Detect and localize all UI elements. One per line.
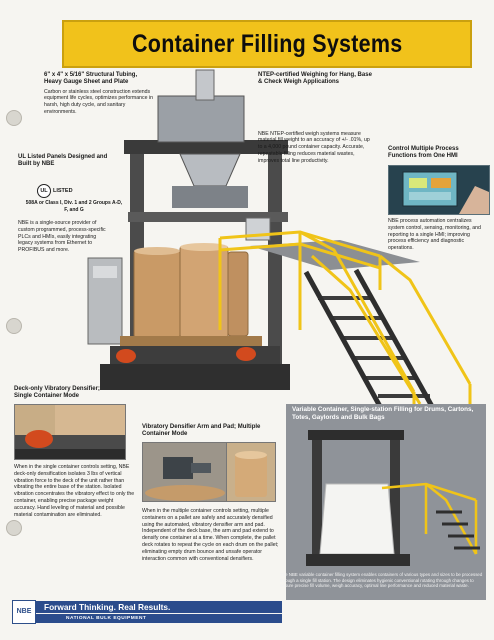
arm-pad-feature xyxy=(142,424,274,439)
deck-photo xyxy=(14,404,126,460)
ul-feature xyxy=(18,154,118,169)
drum xyxy=(134,250,180,338)
tubing-heading: 6" x 4" x 5/16" Structural Tubing, Heavy Gauge Sheet and Plate xyxy=(44,72,138,86)
arm-pad-body-block xyxy=(142,506,282,562)
deck-body-block xyxy=(14,462,136,518)
vibratory-motor xyxy=(236,347,256,361)
drum-lid xyxy=(134,247,180,255)
stair-treads xyxy=(318,298,430,396)
bulk-bag-station-illustration xyxy=(286,404,486,600)
hand-icon xyxy=(459,186,489,214)
bulk-bag-icon xyxy=(320,484,394,554)
arm-pad-body: When in the multiple container controls setting, multiple containers on a pallet are safely and accurately densified using the automated, vibratory densifier arm and pad. Independent of the deck base, the arm and pad extend to densify one container at a time. When complete, the pallet deck rotates to repeat the cycle on each drum on the pallet; eliminating empty drum bounce and unsafe operator interaction common with conventional densifiers. xyxy=(142,508,279,562)
ul-classification: 508A or Class I, Div. 1 and 2 Groups A-D, F, and G xyxy=(25,200,123,213)
control-body: NBE process automation centralizes system control, sensing, monitoring, and reporting to a single HMI; improving process efficiency and diagnostic operations. xyxy=(388,218,481,252)
weighing-body: NBE NTEP-certified weigh systems measure material fill weight to an accuracy of +/- .01%, up to a 4,000 pound container capacity. Accurate, repeatable filling reduces material wastes, improves total line productivity. xyxy=(258,130,370,164)
station-base xyxy=(100,364,290,390)
densifier-arm-icon xyxy=(163,457,193,479)
drum xyxy=(228,252,248,336)
variable-heading: Variable Container, Single-station Filling for Drums, Cartons, Totes, Gaylords and Bulk Bags xyxy=(292,406,474,421)
control-feature xyxy=(388,146,488,161)
ul-body-block xyxy=(18,218,110,254)
deck-body: When in the single container controls setting, NBE deck-only densification isolates 3 lbs of vertical vibration force to the deck of the unit rather than vibrating the entire base of the station. Isolated vibration concentrates the vibratory effect to only the container, enabling precise package weight accuracy. Hand leveling of material and possible material contamination are eliminated. xyxy=(14,464,135,518)
page-title: Container Filling Systems xyxy=(131,29,403,58)
ul-listed-label: LISTED xyxy=(53,188,73,194)
arm-pad-heading: Vibratory Densifier Arm and Pad; Multiple Container Mode xyxy=(142,424,261,438)
hmi-screen-icon xyxy=(403,172,457,206)
footer-tagline: Forward Thinking. Real Results. xyxy=(36,601,282,613)
spout-carriage xyxy=(172,186,248,208)
ul-body: NBE is a single-source provider of custom programmed, process-specific PLCs and HMIs, easily integrating legacy systems from Ethernet to PROFIBUS and more. xyxy=(18,220,106,254)
vibratory-motor xyxy=(116,349,136,363)
tubing-feature xyxy=(44,72,154,116)
footer-company: NATIONAL BULK EQUIPMENT xyxy=(36,614,282,623)
weighing-feature xyxy=(258,72,374,165)
inlet-pipe xyxy=(196,70,214,100)
deck-heading: Deck-only Vibratory Densifier; Single Container Mode xyxy=(14,386,100,400)
fill-head-housing xyxy=(158,96,244,142)
deck-feature xyxy=(14,386,100,401)
drum-icon xyxy=(235,453,267,497)
nbe-logo-icon: NBE xyxy=(12,600,36,624)
weighing-heading: NTEP-certified Weighing for Hang, Base & Check Weigh Applications xyxy=(258,72,372,86)
ul-heading: UL Listed Panels Designed and Built by NBE xyxy=(18,154,108,168)
motor-icon xyxy=(25,430,53,448)
footer xyxy=(10,600,284,624)
fill-spout xyxy=(180,154,240,186)
arm-pad-photo xyxy=(142,442,228,502)
control-body-block xyxy=(388,216,488,252)
variable-container-panel xyxy=(280,404,486,600)
control-heading: Control Multiple Process Functions from One HMI xyxy=(388,146,459,160)
hmi-photo xyxy=(388,165,490,215)
pallet xyxy=(120,336,262,346)
tubing-body: Carbon or stainless steel construction extends equipment life cycles, optimizes performance in harsh, high duty cycle, and sanitary environments. xyxy=(44,88,153,115)
drum-pad-photo xyxy=(226,442,276,502)
variable-caption: The NBE variable container filling system enables containers of various types and sizes to be processed through a single fill station. The design eliminates hygienic conventional rotating through changes to ensure precise fill volume, weigh accuracy, optimal line performance and reduced material waste. xyxy=(280,572,483,589)
ul-logo-icon: UL xyxy=(37,184,51,198)
panel-label xyxy=(93,266,117,278)
